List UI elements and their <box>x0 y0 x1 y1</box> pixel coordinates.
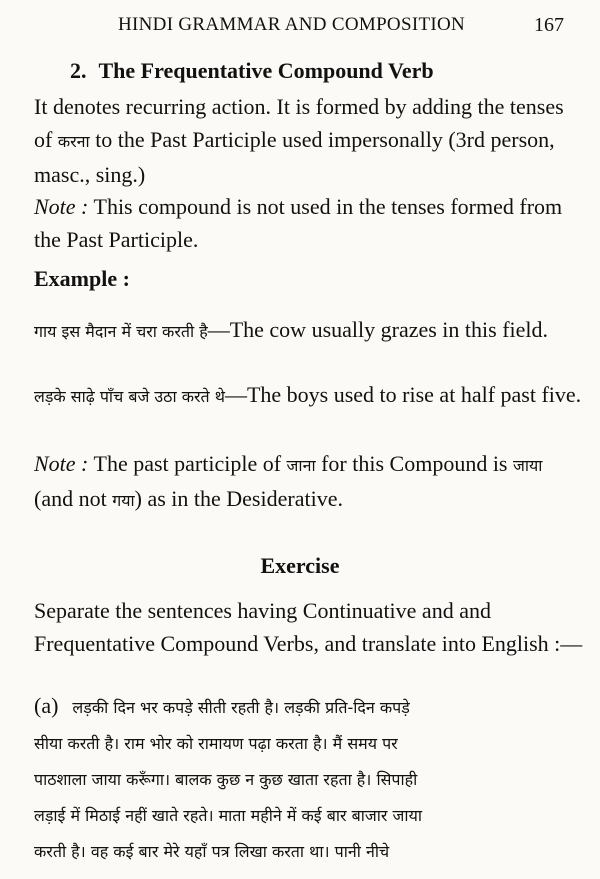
section-title-text: The Frequentative Compound Verb <box>98 58 434 83</box>
example-item <box>34 378 584 413</box>
note2-label: Note : <box>34 451 89 476</box>
section-number: 2. <box>70 58 87 83</box>
section-body <box>34 90 584 191</box>
exercise-line <box>34 688 586 726</box>
example-hindi: गाय इस मैदान में चरा करती है <box>34 322 208 341</box>
exercise-heading: Exercise <box>260 553 340 578</box>
note-paragraph-2 <box>34 447 584 517</box>
body-part2: to the Past Participle used impersonally (3rd person, masc., sing.) <box>34 127 555 187</box>
example-english: —The boys used to rise at half past five. <box>224 382 582 407</box>
example-item <box>34 313 584 348</box>
note-paragraph <box>34 190 584 256</box>
note-label: Note : <box>34 194 89 219</box>
note2-part1: The past participle of <box>93 451 282 476</box>
body-part1: It denotes recurring action. It is formed by adding the tenses of <box>34 94 564 152</box>
exercise-label: (a) <box>34 693 59 718</box>
example-heading: Example : <box>34 266 130 291</box>
note2-part3: (and not <box>34 486 107 511</box>
section-title <box>70 58 434 84</box>
body-hindi-word: करना <box>57 132 90 151</box>
exercise-line: सीया करती है। राम भोर को रामायण पढ़ा करता है। मैं समय पर <box>34 734 398 753</box>
note2-hindi1: जाना <box>286 456 316 475</box>
exercise-instruction: Separate the sentences having Continuative and and Frequentative Compound Verbs, and translate into English :— <box>34 598 583 656</box>
note2-hindi3: गया <box>112 491 135 510</box>
note2-part2: for this Compound is <box>321 451 508 476</box>
example-english: —The cow usually grazes in this field. <box>207 317 549 342</box>
exercise-line: करती है। वह कई बार मेरे यहाँ पत्र लिखा करता था। पानी नीचे <box>34 842 390 861</box>
exercise-line: पाठशाला जाया करूँगा। बालक कुछ न कुछ खाता रहता है। सिपाही <box>34 770 418 789</box>
exercise-text <box>34 688 586 870</box>
exercise-line-text: लड़की दिन भर कपड़े सीती रहती है। लड़की प्रति-दिन कपड़े <box>72 698 410 717</box>
example-hindi: लड़के साढ़े पाँच बजे उठा करते थे <box>34 387 225 406</box>
note2-part4: ) as in the Desiderative. <box>134 486 343 511</box>
page-number: 167 <box>534 14 564 36</box>
note-text: This compound is not used in the tenses formed from the Past Participle. <box>34 194 563 252</box>
running-head: HINDI GRAMMAR AND COMPOSITION <box>118 14 466 35</box>
note2-hindi2: जाया <box>513 456 543 475</box>
exercise-line: लड़ाई में मिठाई नहीं खाते रहते। माता महीने में कई बार बाजार जाया <box>34 806 422 825</box>
